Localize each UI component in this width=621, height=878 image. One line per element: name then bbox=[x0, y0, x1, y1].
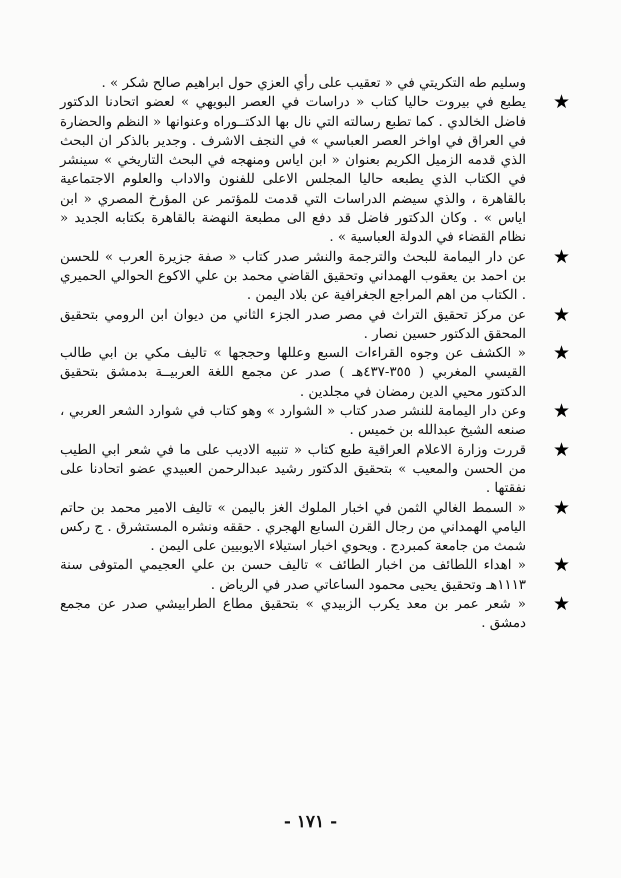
news-entry-10 bbox=[60, 593, 570, 634]
news-entry-7 bbox=[60, 438, 570, 499]
entry-10-text: « شعر عمر بن معد يكرب الزبيدي » بتحقيق مطاع الطرابيشي صدر عن مجمع دمشق . bbox=[60, 597, 526, 632]
page-number: - ١٧١ - bbox=[283, 812, 338, 832]
star-icon: ★ bbox=[552, 342, 570, 365]
page-body bbox=[60, 74, 570, 634]
star-icon: ★ bbox=[552, 245, 570, 268]
news-entry-5 bbox=[60, 342, 570, 402]
news-entry-2 bbox=[60, 91, 570, 247]
news-entry-6 bbox=[60, 400, 570, 441]
star-icon: ★ bbox=[552, 438, 570, 461]
entry-4-text: عن مركز تحقيق التراث في مصر صدر الجزء الثاني من ديوان ابن الرومي بتحقيق المحقق الدكتور حسين نصار . bbox=[60, 307, 526, 342]
entry-2-text: يطبع في بيروت حاليا كتاب « دراسات في العصر البويهي » لعضو اتحادنا الدكتور فاضل الخالدي . كما تطبع رسالته التي نال بها الدكتــوراه وعنوانها « النظم والحضارة في العراق في اواخر العصر العباسي » في النجف الاشرف . وجدير بالذكر ان البحث الذي قدمه الزميل الكريم بعنوان « ابن اياس ومنهجه في البحث التاريخي » سينشر في الكتاب الذي يطبعه حاليا المجلس الاعلى للفنون والاداب والعلوم الاجتماعية بالقاهرة ، والذي سيضم الدراسات التي قدمت للمؤتمر عن المؤرخ المصري « ابن اياس » . وكان الدكتور فاضل قد دفع الى مطبعة النهضة بالقاهرة بكتابه الجديد « نظام القضاء في الدولة العباسية » . bbox=[60, 95, 526, 246]
star-icon: ★ bbox=[552, 554, 570, 577]
news-entry-4 bbox=[60, 303, 570, 345]
entry-5-text: « الكشف عن وجوه القراءات السبع وعللها وحججها » تاليف مكي بن ابي طالب القيسي المغربي ( ٣٥٥-٤٣٧هـ ) صدر عن مجمع اللغة العربيــة بدمشق بتحقيق الدكتور محيي الدين رمضان في مجلدين . bbox=[60, 346, 526, 400]
news-entry-3 bbox=[60, 245, 570, 306]
entry-8-text: « السمط الغالي الثمن في اخبار الملوك الغز باليمن » تاليف الامير محمد بن حاتم اليامي الهمداني من رجال القرن السابع الهجري . حققه ونشره المستشرق . ج ركس شمث من جامعة كمبردج . ويحوي اخبار استيلاء الايوبيين على اليمن . bbox=[60, 500, 526, 555]
news-entry-8 bbox=[60, 496, 570, 557]
star-icon: ★ bbox=[552, 496, 570, 519]
entry-3-text: عن دار اليمامة للبحث والترجمة والنشر صدر كتاب « صفة جزيرة العرب » للحسن بن احمد بن يعقوب الهمداني وتحقيق القاضي محمد بن علي الاكوع الحوالي الحميري . الكتاب من اهم المراجع الجغرافية عن بلاد اليمن . bbox=[60, 249, 526, 304]
entry-9-text: « اهداء اللطائف من اخبار الطائف » تاليف حسن بن علي العجيمي المتوفى سنة ١١١٣هـ وتحقيق يحيى محمود الساعاتي صدر في الرياض . bbox=[60, 558, 526, 593]
star-icon: ★ bbox=[552, 593, 570, 616]
star-icon: ★ bbox=[552, 303, 570, 326]
entry-7-text: قررت وزارة الاعلام العراقية طبع كتاب « تنبيه الاديب على ما في شعر ابي الطيب من الحسن والمعيب » بتحقيق الدكتور رشيد عبدالرحمن العبيدي عضو اتحادنا على نفقتها . bbox=[60, 442, 526, 497]
entry-6-text: وعن دار اليمامة للنشر صدر كتاب « الشوارد » وهو كتاب في شوارد الشعر العربي ، صنعه الشيخ عبدالله بن خميس . bbox=[60, 404, 526, 439]
news-entry-9 bbox=[60, 554, 570, 595]
news-entry-1 bbox=[60, 74, 526, 93]
star-icon: ★ bbox=[552, 91, 570, 114]
entry-1-text: وسليم طه التكريتي في « تعقيب على رأي العزي حول ابراهيم صالح شكر » . bbox=[101, 76, 526, 91]
star-icon: ★ bbox=[552, 400, 570, 423]
